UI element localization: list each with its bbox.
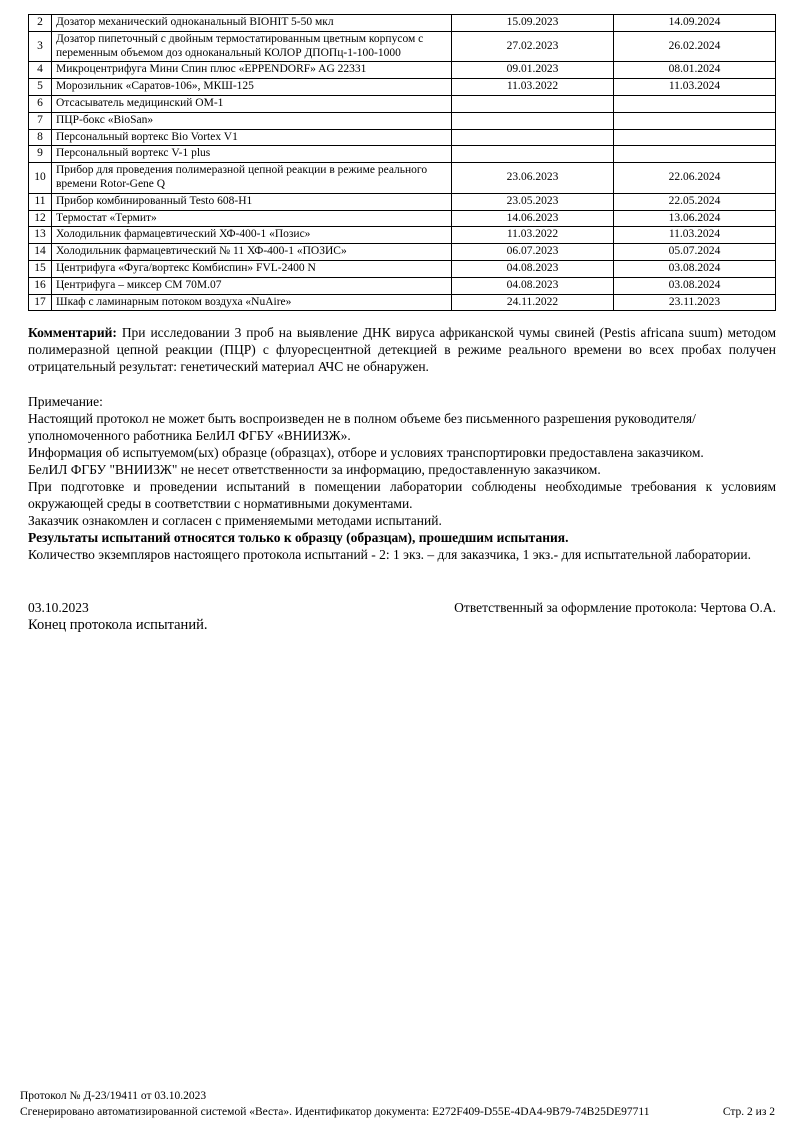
page-footer <box>20 1088 775 1120</box>
equipment-number: 13 <box>29 227 52 244</box>
valid-until-date: 22.06.2024 <box>614 163 776 194</box>
page-content <box>28 14 776 635</box>
responsible-person: Ответственный за оформление протокола: Чертова О.А. <box>454 600 776 616</box>
valid-until-date: 22.05.2024 <box>614 193 776 210</box>
verification-date <box>452 146 614 163</box>
table-row <box>29 210 776 227</box>
table-row <box>29 95 776 112</box>
equipment-name: Холодильник фармацевтический ХФ-400-1 «Позис» <box>52 227 452 244</box>
equipment-number: 7 <box>29 112 52 129</box>
valid-until-date <box>614 112 776 129</box>
valid-until-date: 05.07.2024 <box>614 244 776 261</box>
equipment-name: Прибор для проведения полимеразной цепной реакции в режиме реального времени Rotor-Gene Q <box>52 163 452 194</box>
notes-title: Примечание: <box>28 394 103 410</box>
equipment-name: Дозатор механический одноканальный BIOHIT 5-50 мкл <box>52 15 452 32</box>
table-row <box>29 277 776 294</box>
verification-date: 14.06.2023 <box>452 210 614 227</box>
note-line: Заказчик ознакомлен и согласен с применяемыми методами испытаний. <box>28 513 442 529</box>
table-row <box>29 79 776 96</box>
verification-date: 09.01.2023 <box>452 62 614 79</box>
verification-date <box>452 95 614 112</box>
verification-date: 04.08.2023 <box>452 260 614 277</box>
valid-until-date <box>614 146 776 163</box>
valid-until-date <box>614 95 776 112</box>
equipment-table <box>28 14 776 311</box>
table-row <box>29 244 776 261</box>
table-row <box>29 146 776 163</box>
verification-date <box>452 129 614 146</box>
comment-paragraph <box>28 324 776 375</box>
verification-date: 15.09.2023 <box>452 15 614 32</box>
table-row <box>29 163 776 194</box>
end-of-protocol: Конец протокола испытаний. <box>28 617 208 634</box>
valid-until-date: 23.11.2023 <box>614 294 776 311</box>
table-row <box>29 62 776 79</box>
equipment-number: 15 <box>29 260 52 277</box>
verification-date: 11.03.2022 <box>452 79 614 96</box>
verification-date <box>452 112 614 129</box>
verification-date: 23.06.2023 <box>452 163 614 194</box>
valid-until-date: 13.06.2024 <box>614 210 776 227</box>
equipment-number: 16 <box>29 277 52 294</box>
note-line: Результаты испытаний относятся только к образцу (образцам), прошедшим испытания. <box>28 530 569 546</box>
equipment-name: Прибор комбинированный Testo 608-H1 <box>52 193 452 210</box>
valid-until-date: 26.02.2024 <box>614 31 776 62</box>
valid-until-date: 14.09.2024 <box>614 15 776 32</box>
valid-until-date: 08.01.2024 <box>614 62 776 79</box>
valid-until-date: 11.03.2024 <box>614 227 776 244</box>
valid-until-date <box>614 129 776 146</box>
valid-until-date: 03.08.2024 <box>614 260 776 277</box>
table-row <box>29 31 776 62</box>
equipment-name: Центрифуга – миксер СМ 70М.07 <box>52 277 452 294</box>
equipment-name: Микроцентрифуга Мини Спин плюс «EPPENDORF» AG 22331 <box>52 62 452 79</box>
equipment-name: Дозатор пипеточный с двойным термостатированным цветным корпусом с переменным объемом доз одноканальный КОЛОР ДПОПц-1-100-1000 <box>52 31 452 62</box>
notes-lines <box>28 410 776 563</box>
equipment-name: Персональный вортекс V-1 plus <box>52 146 452 163</box>
equipment-number: 10 <box>29 163 52 194</box>
equipment-name: ПЦР-бокс «BioSan» <box>52 112 452 129</box>
equipment-table-body <box>29 15 776 311</box>
equipment-number: 8 <box>29 129 52 146</box>
note-line: Количество экземпляров настоящего протокола испытаний - 2: 1 экз. – для заказчика, 1 экз.- для испытательной лаборатории. <box>28 547 751 563</box>
equipment-name: Отсасыватель медицинский ОМ-1 <box>52 95 452 112</box>
note-line: БелИЛ ФГБУ "ВНИИЗЖ" не несет ответственности за информацию, предоставленную заказчиком. <box>28 462 601 478</box>
valid-until-date: 11.03.2024 <box>614 79 776 96</box>
table-row <box>29 294 776 311</box>
equipment-number: 6 <box>29 95 52 112</box>
table-row <box>29 193 776 210</box>
note-line: Настоящий протокол не может быть воспроизведен не в полном объеме без письменного разрешения руководителя/уполномоченного работника БелИЛ ФГБУ «ВНИИЗЖ». <box>28 411 696 444</box>
equipment-number: 11 <box>29 193 52 210</box>
note-line: Информация об испытуемом(ых) образце (образцах), отборе и условиях транспортировки предоставлена заказчиком. <box>28 445 704 461</box>
equipment-name: Холодильник фармацевтический № 11 ХФ-400-1 «ПОЗИС» <box>52 244 452 261</box>
verification-date: 27.02.2023 <box>452 31 614 62</box>
equipment-number: 9 <box>29 146 52 163</box>
table-row <box>29 15 776 32</box>
verification-date: 04.08.2023 <box>452 277 614 294</box>
verification-date: 06.07.2023 <box>452 244 614 261</box>
verification-date: 23.05.2023 <box>452 193 614 210</box>
footer-generated-line <box>20 1104 775 1120</box>
table-row <box>29 112 776 129</box>
equipment-name: Персональный вортекс Bio Vortex V1 <box>52 129 452 146</box>
equipment-number: 17 <box>29 294 52 311</box>
valid-until-date: 03.08.2024 <box>614 277 776 294</box>
footer-protocol-number: Протокол № Д-23/19411 от 03.10.2023 <box>20 1090 207 1102</box>
equipment-name: Центрифуга «Фуга/вортекс Комбиспин» FVL-2400 N <box>52 260 452 277</box>
note-line: При подготовке и проведении испытаний в помещении лаборатории соблюдены необходимые требования к условиям окружающей среды в соответствии с нормативными документами. <box>28 479 776 512</box>
comment-text: При исследовании 3 проб на выявление ДНК вируса африканской чумы свиней (Pestis africana suum) методом полимеразной цепной реакции (ПЦР) с флуоресцентной детекцией в режиме реального времени во всех пробах получен отрицательный результат: генетический материал АЧС не обнаружен. <box>28 325 777 375</box>
equipment-name: Морозильник «Саратов-106», МКШ-125 <box>52 79 452 96</box>
equipment-number: 12 <box>29 210 52 227</box>
equipment-number: 4 <box>29 62 52 79</box>
notes-section <box>28 393 776 563</box>
signature-row <box>28 599 776 616</box>
table-row <box>29 260 776 277</box>
equipment-number: 14 <box>29 244 52 261</box>
equipment-number: 2 <box>29 15 52 32</box>
footer-page-number: Стр. 2 из 2 <box>722 1106 775 1118</box>
protocol-date: 03.10.2023 <box>28 600 89 616</box>
equipment-name: Шкаф с ламинарным потоком воздуха «NuAire» <box>52 294 452 311</box>
verification-date: 11.03.2022 <box>452 227 614 244</box>
equipment-name: Термостат «Термит» <box>52 210 452 227</box>
comment-label: Комментарий: <box>28 325 117 341</box>
table-row <box>29 227 776 244</box>
equipment-number: 3 <box>29 31 52 62</box>
footer-generated-text: Сгенерировано автоматизированной системой «Веста». Идентификатор документа: E272F409-D55E-4DA4-9B79-74B25DE97711 <box>20 1106 650 1118</box>
equipment-number: 5 <box>29 79 52 96</box>
table-row <box>29 129 776 146</box>
verification-date: 24.11.2022 <box>452 294 614 311</box>
